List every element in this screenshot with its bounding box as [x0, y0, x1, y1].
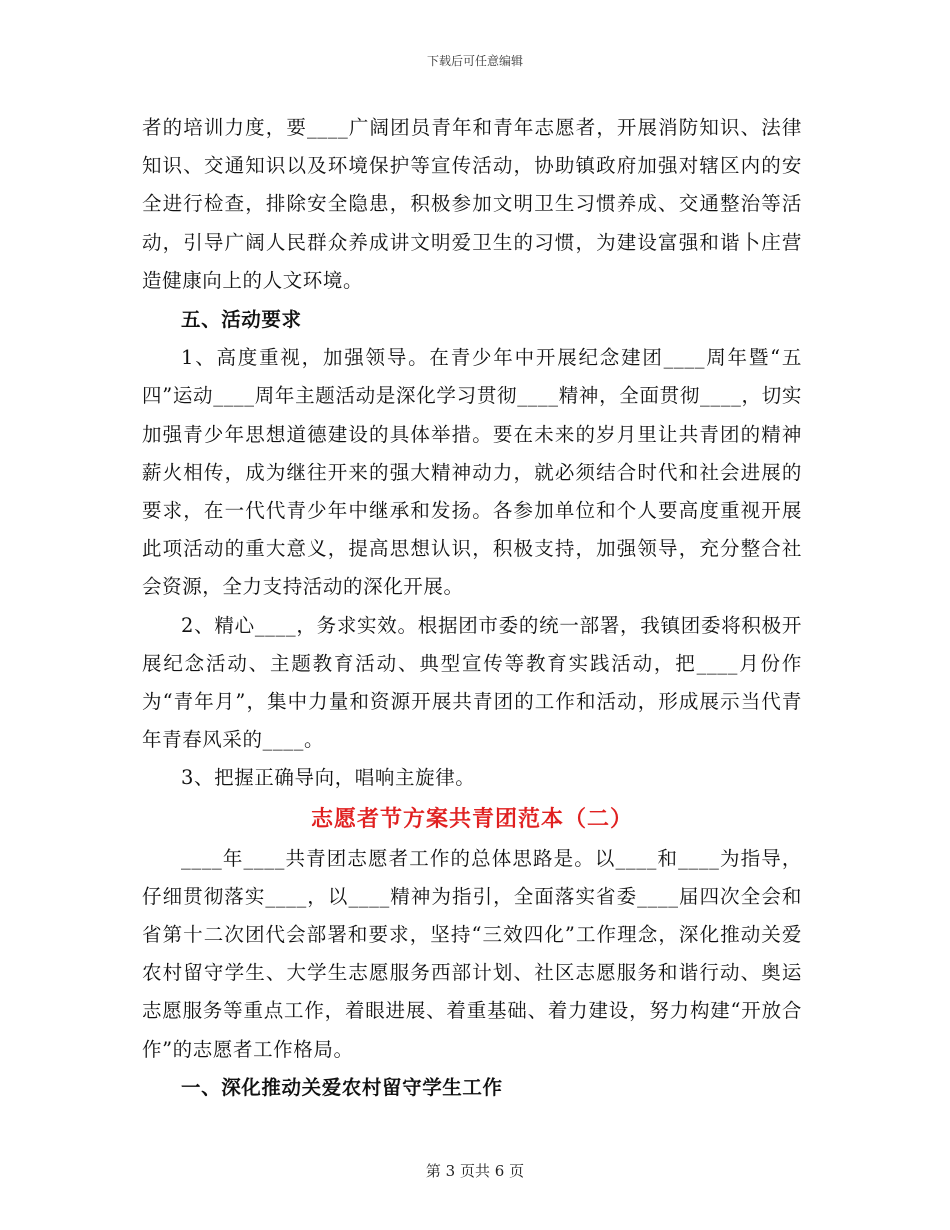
paragraph-requirement-3: 3、把握正确导向，唱响主旋律。 [181, 766, 476, 790]
heading-left-behind-students: 一、深化推动关爱农村留守学生工作 [181, 1075, 503, 1099]
section-title: 志愿者节方案共青团范本（二） [310, 805, 633, 832]
heading-activity-requirements: 五、活动要求 [181, 308, 302, 332]
page-header-note: 下载后可任意编辑 [426, 54, 523, 68]
paragraph-requirement-2: 2、精心____，务求实效。根据团市委的统一部署，我镇团委将积极开展纪念活动、主题教育活动、典型宣传等教育实践活动，把____月份作为“青年月”，集中力量和资源开展共青团的工作和活动，形成展示当代青年青春风采的____。 [142, 613, 802, 752]
paragraph-volunteer-intro: ____年____共青团志愿者工作的总体思路是。以____和____为指导，仔细贯彻落实____，以____精神为指引，全面落实省委____届四次全会和省第十二次团代会部署和要求，坚持“三效四化”工作理念，深化推动关爱农村留守学生、大学生志愿服务西部计划、社区志愿服务和谐行动、奥运志愿服务等重点工作，着眼进展、着重基础、着力建设，努力构建“开放合作”的志愿者工作格局。 [142, 846, 802, 1061]
paragraph-requirement-1: 1、高度重视，加强领导。在青少年中开展纪念建团____周年暨“五四”运动____周年主题活动是深化学习贯彻____精神，全面贯彻____，切实加强青少年思想道德建设的具体举措。要在未来的岁月里让共青团的精神薪火相传，成为继往开来的强大精神动力，就必须结合时代和社会进展的要求，在一代代青少年中继承和发扬。各参加单位和个人要高度重视开展此项活动的重大意义，提高思想认识，积极支持，加强领导，充分整合社会资源，全力支持活动的深化开展。 [142, 346, 802, 599]
page-footer-number: 第 3 页共 6 页 [425, 1162, 525, 1180]
document-body [142, 109, 802, 1107]
paragraph-training: 者的培训力度，要____广阔团员青年和青年志愿者，开展消防知识、法律知识、交通知识以及环境保护等宣传活动，协助镇政府加强对辖区内的安全进行检查，排除安全隐患，积极参加文明卫生习惯养成、交通整治等活动，引导广阔人民群众养成讲文明爱卫生的习惯，为建设富强和谐卜庄营造健康向上的人文环境。 [142, 116, 802, 292]
